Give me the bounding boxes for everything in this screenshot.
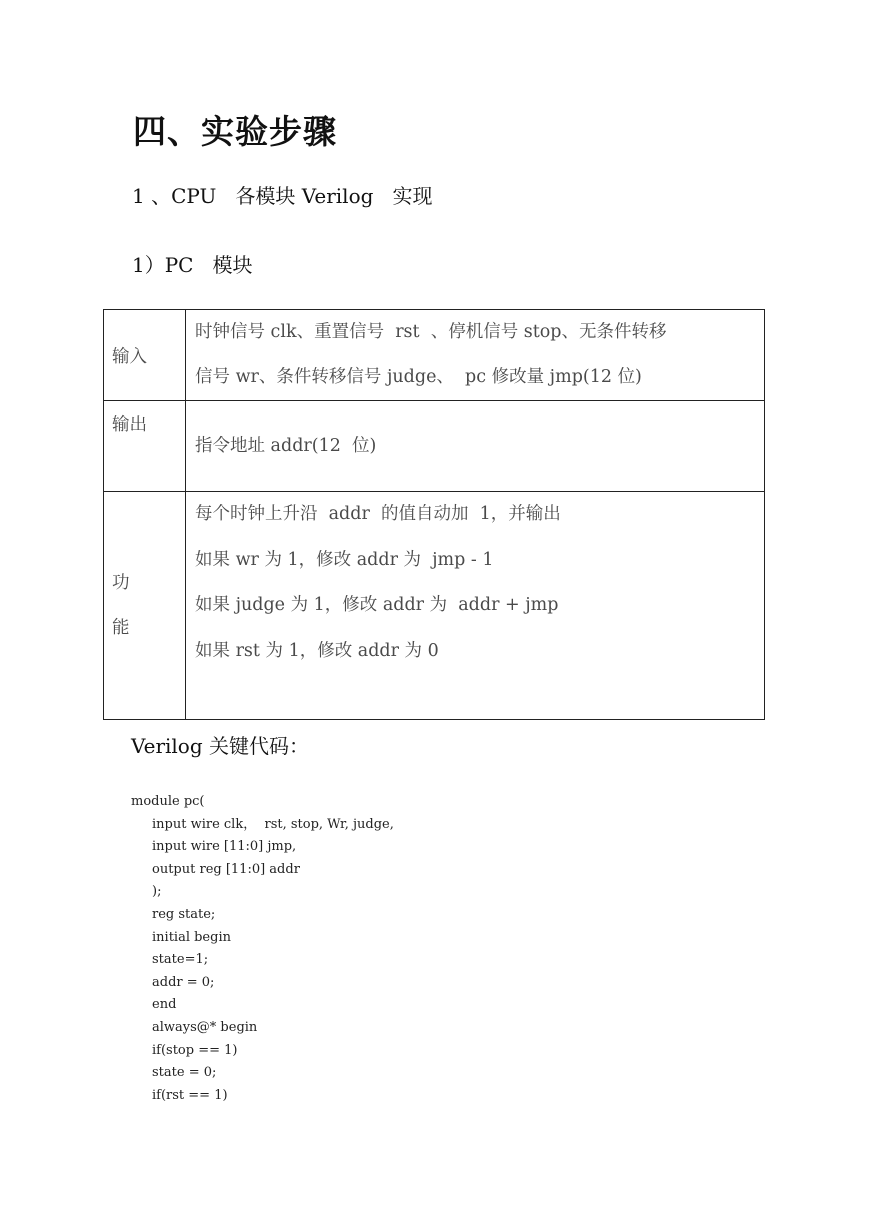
code-line: reg state; [152, 906, 216, 922]
table-row-function [104, 492, 765, 720]
code-line: output reg [11:0] addr [152, 861, 300, 877]
row-label-input: 输入 [104, 310, 186, 401]
code-line: always@* begin [152, 1019, 258, 1035]
section-heading: 四、实验步骤 [133, 112, 337, 151]
row-content-output [186, 401, 765, 492]
content-line: 时钟信号 clk、重置信号 rst 、停机信号 stop、无条件转移 [195, 322, 667, 342]
content-line: 指令地址 addr(12 位) [195, 435, 377, 456]
row-content-function [186, 492, 765, 720]
code-line: state = 0; [152, 1065, 217, 1081]
table-row-input [104, 310, 765, 401]
code-line: input wire clk， rst, stop, Wr, judge, [152, 816, 394, 832]
code-line: input wire [11:0] jmp, [152, 839, 297, 855]
code-title: Verilog 关键代码： [131, 734, 309, 758]
code-block [131, 791, 394, 1107]
content-line: 每个时钟上升沿 addr 的值自动加 1，并输出 [195, 504, 561, 524]
code-line: state=1; [152, 952, 209, 968]
content-line: 如果 wr 为 1，修改 addr 为 jmp - 1 [195, 549, 494, 570]
code-line: addr = 0; [152, 974, 215, 990]
row-label-function [104, 492, 186, 720]
module-spec-table [103, 309, 765, 720]
table-row-output [104, 401, 765, 492]
row-label-output: 输出 [104, 401, 186, 492]
code-line: if(stop == 1) [152, 1042, 238, 1058]
code-line: if(rst == 1) [152, 1087, 228, 1103]
section-title: 1 、CPU 各模块 Verilog 实现 [132, 184, 433, 208]
code-line: initial begin [152, 929, 231, 945]
subsection-title: 1）PC 模块 [132, 253, 253, 277]
code-line: ); [152, 884, 162, 900]
label-char: 功 [112, 572, 130, 593]
content-line: 信号 wr、条件转移信号 judge、 pc 修改量 jmp(12 位) [195, 367, 642, 387]
content-line: 如果 rst 为 1，修改 addr 为 0 [195, 640, 439, 661]
code-line: end [152, 997, 177, 1013]
content-line: 如果 judge 为 1，修改 addr 为 addr + jmp [195, 595, 559, 615]
code-line: module pc( [131, 794, 205, 809]
label-char: 能 [112, 617, 130, 638]
row-content-input [186, 310, 765, 401]
